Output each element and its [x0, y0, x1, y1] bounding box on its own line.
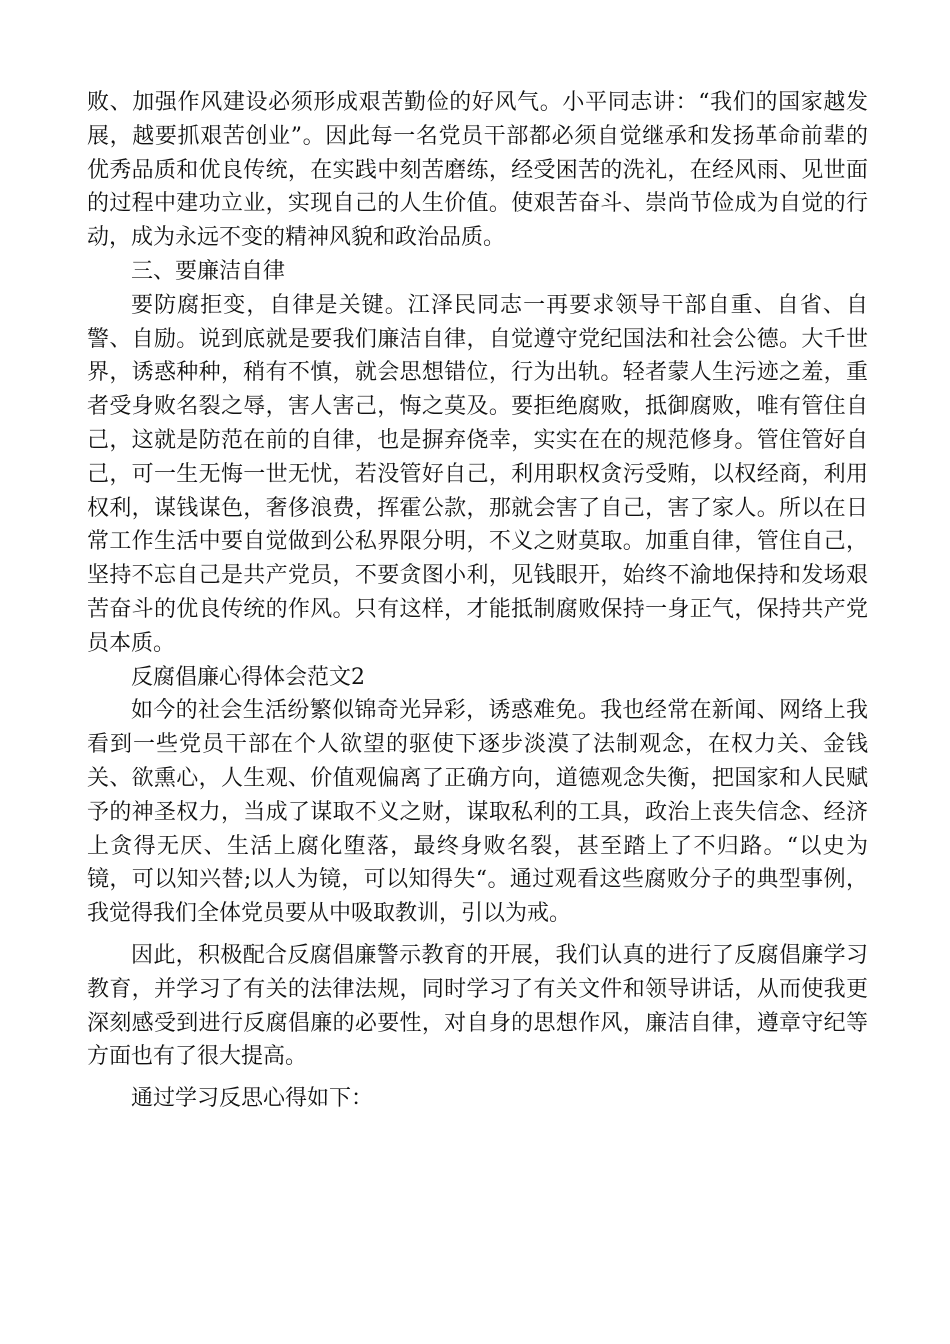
- paragraph-reflection-intro: 通过学习反思心得如下：: [131, 1086, 374, 1112]
- paragraph-self-discipline: 要防腐拒变，自律是关键。江泽民同志一再要求领导干部自重、自省、自警、自励。说到底就是要我们廉洁自律，自觉遵守党纪国法和社会公德。大千世界，诱惑种种，稍有不慎，就会思想错位，行为出轨。轻者蒙人生污迹之羞，重者受身败名裂之辱，害人害己，悔之莫及。要拒绝腐败，抵御腐败，唯有管住自己，这就是防范在前的自律，也是摒弃侥幸，实实在在的规范修身。管住管好自己，可一生无悔一世无忧，若没管好自己，利用职权贪污受贿，以权经商，利用权利，谋钱谋色，奢侈浪费，挥霍公款，那就会害了自己，害了家人。所以在日常工作生活中要自觉做到公私界限分明，不义之财莫取。加重自律，管住自己，坚持不忘自己是共产党员，不要贪图小利，见钱眼开，始终不渝地保持和发场艰苦奋斗的优良传统的作风。只有这样，才能抵制腐败保持一身正气，保持共产党员本质。: [87, 292, 868, 656]
- paragraph-temptation: 如今的社会生活纷繁似锦奇光异彩，诱惑难免。我也经常在新闻、网络上我看到一些党员干部在个人欲望的驱使下逐步淡漠了法制观念，在权力关、金钱关、欲熏心，人生观、价值观偏离了正确方向，道德观念失衡，把国家和人民赋予的神圣权力，当成了谋取不义之财，谋取私利的工具，政治上丧失信念、经济上贪得无厌、生活上腐化堕落，最终身败名裂，甚至踏上了不归路。“以史为镜，可以知兴替;以人为镜，可以知得失“。通过观看这些腐败分子的典型事例，我觉得我们全体党员要从中吸取教训，引以为戒。: [87, 698, 868, 927]
- paragraph-education: 因此，积极配合反腐倡廉警示教育的开展，我们认真的进行了反腐倡廉学习教育，并学习了有关的法律法规，同时学习了有关文件和领导讲话，从而使我更深刻感受到进行反腐倡廉的必要性，对自身的思想作风，廉洁自律，遵章守纪等方面也有了很大提高。: [87, 942, 868, 1070]
- paragraph-continuation: 败、加强作风建设必须形成艰苦勤俭的好风气。小平同志讲：“我们的国家越发展，越要抓艰苦创业”。因此每一名党员干部都必须自觉继承和发扬革命前辈的优秀品质和优良传统，在实践中刻苦磨练，经受困苦的洗礼，在经风雨、见世面的过程中建功立业，实现自己的人生价值。使艰苦奋斗、崇尚节俭成为自觉的行动，成为永远不变的精神风貌和政治品质。: [87, 90, 868, 251]
- section-heading-integrity: 三、要廉洁自律: [131, 258, 286, 284]
- section-heading-essay-2: 反腐倡廉心得体会范文2: [131, 664, 365, 690]
